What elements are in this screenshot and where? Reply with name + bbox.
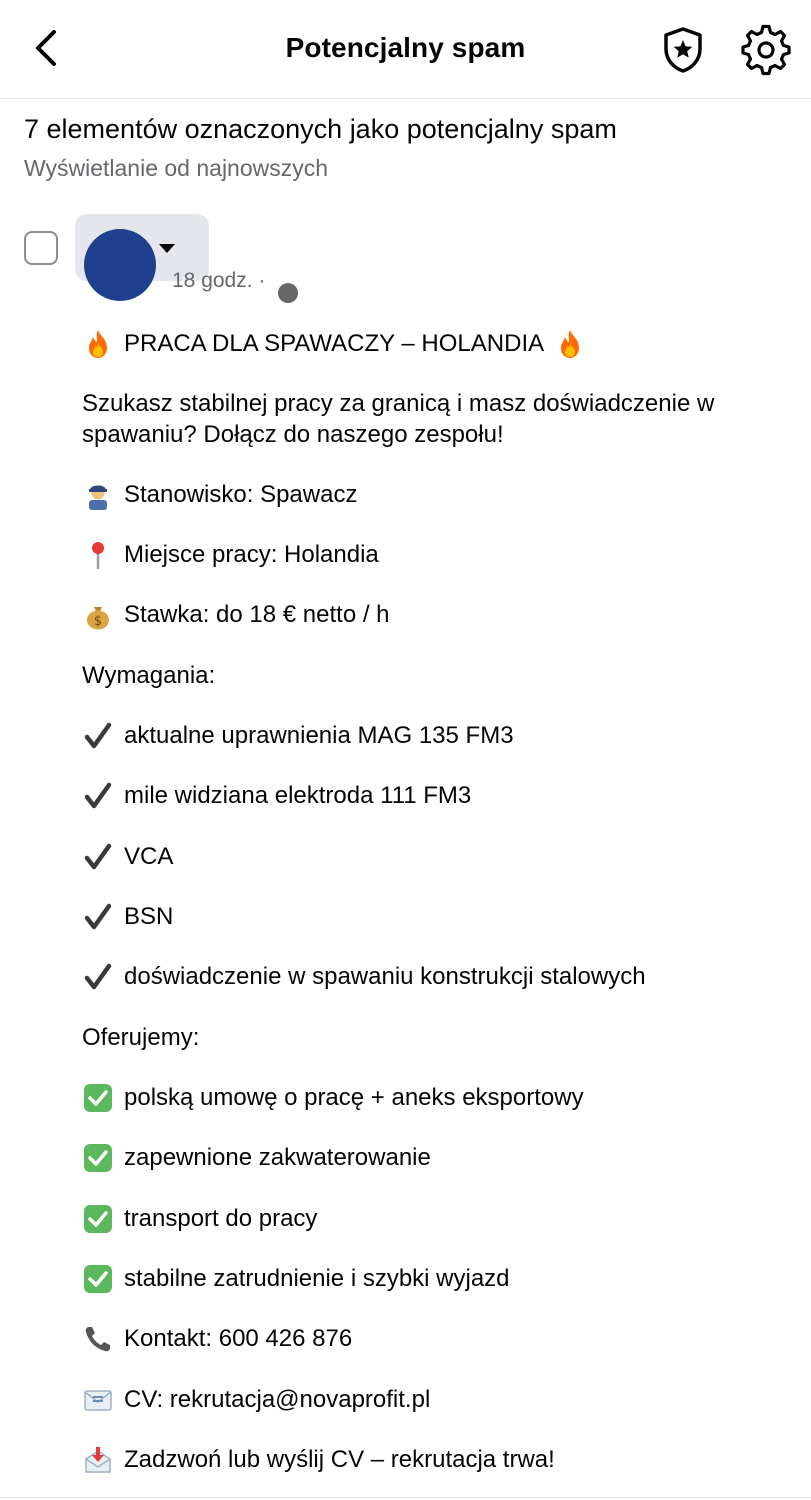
select-all-checkbox[interactable] <box>24 231 58 265</box>
contact-text: Kontakt: 600 426 876 <box>124 1325 353 1352</box>
top-bar <box>0 0 811 99</box>
offer-text: stabilne zatrudnienie i szybki wyjazd <box>124 1265 510 1292</box>
fire-icon <box>554 329 586 359</box>
requirement-item <box>82 842 173 872</box>
settings-button[interactable] <box>740 24 792 76</box>
money-bag-icon <box>82 600 114 630</box>
spam-count-title: 7 elementów oznaczonych jako potencjalny spam <box>24 114 617 144</box>
sort-order-label: Wyświetlanie od najnowszych <box>24 155 329 181</box>
fire-icon <box>82 329 114 359</box>
caret-down-icon <box>159 244 175 253</box>
requirement-text: VCA <box>124 843 174 870</box>
offer-item <box>82 1264 510 1294</box>
post-intro-line-1: Szukasz stabilnej pracy za granicą i masz doświadczenie w <box>82 390 715 417</box>
pin-icon <box>82 540 114 570</box>
post-timestamp: 18 godz. · <box>172 269 266 292</box>
checkmark-icon <box>82 781 114 811</box>
post-headline-line <box>82 329 586 359</box>
avatar[interactable] <box>84 229 156 301</box>
requirement-text: doświadczenie w spawaniu konstrukcji stalowych <box>124 963 646 990</box>
requirement-item <box>82 902 173 932</box>
requirement-text: aktualne uprawnienia MAG 135 FM3 <box>124 722 514 749</box>
cv-email: CV: rekrutacja@novaprofit.pl <box>124 1386 431 1413</box>
offer-heading: Oferujemy: <box>82 1024 200 1051</box>
post-intro-line-2: spawaniu? Dołącz do naszego zespołu! <box>82 421 504 448</box>
envelope-icon <box>82 1385 114 1415</box>
cta-line <box>82 1445 555 1475</box>
requirement-text: mile widziana elektroda 111 FM3 <box>124 782 472 809</box>
post-position: Stanowisko: Spawacz <box>124 481 358 508</box>
requirements-heading: Wymagania: <box>82 662 216 689</box>
post-headline: PRACA DLA SPAWACZY – HOLANDIA <box>124 330 545 357</box>
offer-item <box>82 1143 431 1173</box>
cv-line <box>82 1385 430 1415</box>
offer-text: transport do pracy <box>124 1205 318 1232</box>
requirement-item <box>82 781 471 811</box>
page-title: Potencjalny spam <box>285 32 526 63</box>
requirement-item <box>82 962 646 992</box>
post-rate: Stawka: do 18 € netto / h <box>124 601 390 628</box>
requirement-text: BSN <box>124 903 174 930</box>
gear-icon <box>743 27 789 73</box>
post-position-line <box>82 480 357 510</box>
contact-line <box>82 1324 352 1354</box>
requirement-item <box>82 721 514 751</box>
green-check-icon <box>82 1083 114 1113</box>
divider <box>0 1497 811 1498</box>
checkmark-icon <box>82 902 114 932</box>
post-card <box>0 269 811 1500</box>
offer-item <box>82 1204 317 1234</box>
offer-text: zapewnione zakwaterowanie <box>124 1144 431 1171</box>
cta-text: Zadzwoń lub wyślij CV – rekrutacja trwa! <box>124 1446 555 1473</box>
checkmark-icon <box>82 721 114 751</box>
green-check-icon <box>82 1264 114 1294</box>
green-check-icon <box>82 1204 114 1234</box>
checkmark-icon <box>82 842 114 872</box>
worker-icon <box>82 480 114 510</box>
globe-icon <box>278 283 298 303</box>
inbox-arrow-icon <box>82 1445 114 1475</box>
shield-star-icon <box>661 26 705 74</box>
checkmark-icon <box>82 962 114 992</box>
post-location-line <box>82 540 379 570</box>
green-check-icon <box>82 1143 114 1173</box>
phone-icon <box>82 1324 114 1354</box>
post-rate-line <box>82 600 390 630</box>
post-location: Miejsce pracy: Holandia <box>124 541 379 568</box>
protection-button[interactable] <box>658 24 708 76</box>
offer-item <box>82 1083 584 1113</box>
svg-text:$: $ <box>93 614 103 629</box>
offer-text: polską umowę o pracę + aneks eksportowy <box>124 1084 584 1111</box>
